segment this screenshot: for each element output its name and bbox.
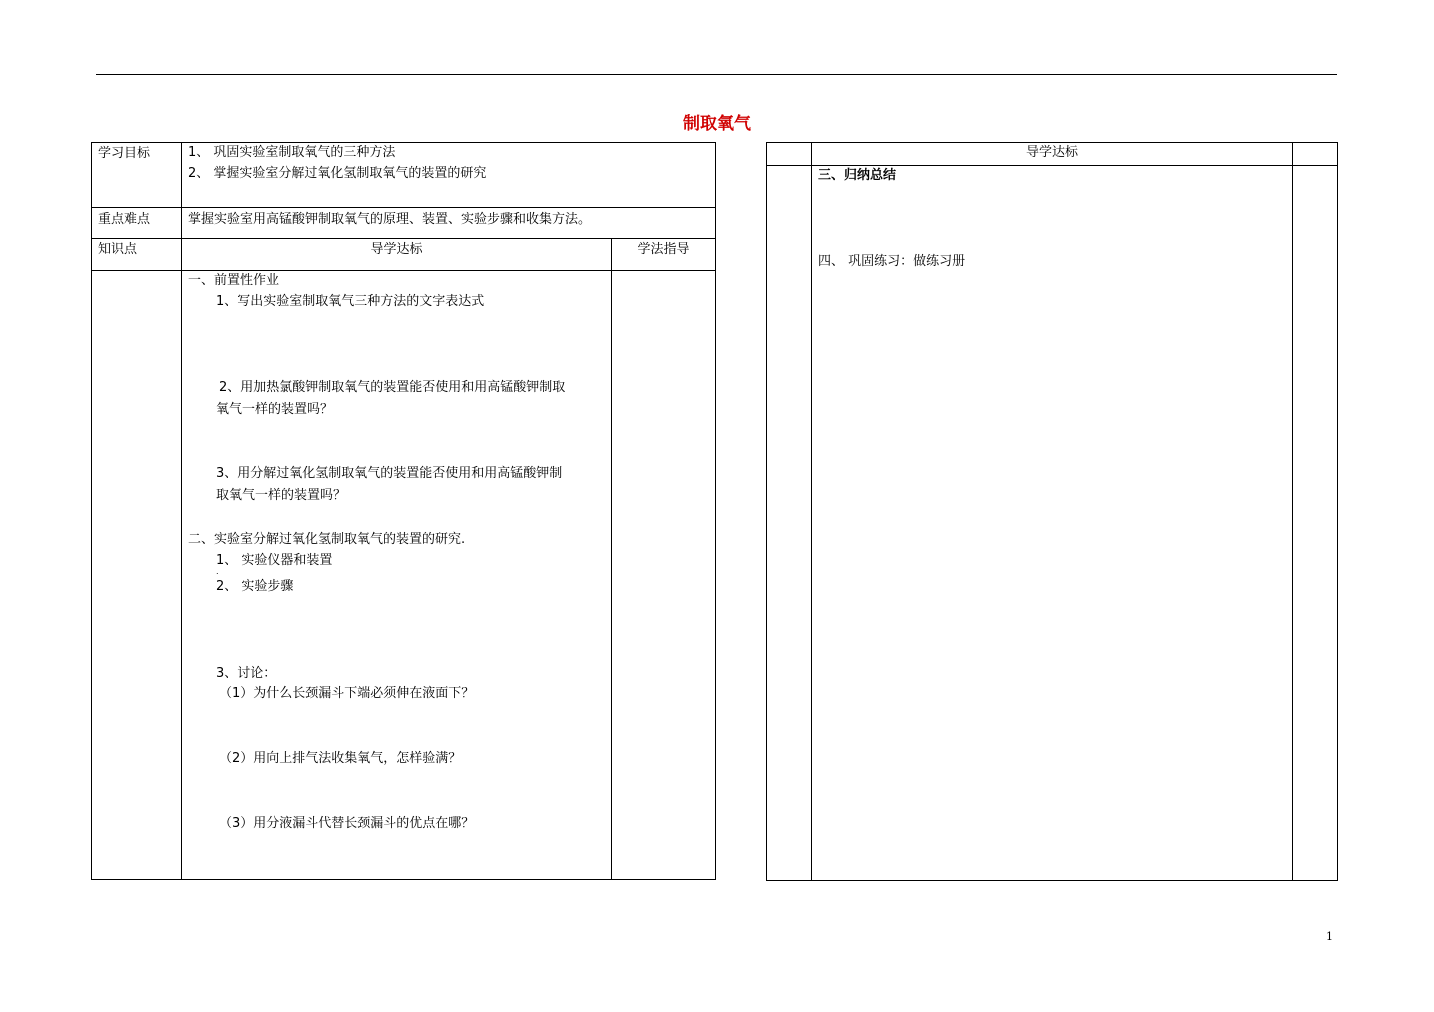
knowledge-header: 知识点 [92, 239, 182, 271]
section-4-heading: 四、 巩固练习：做练习册 [818, 254, 966, 269]
goal-label: 学习目标 [92, 143, 182, 208]
discussion-q3: （3）用分液漏斗代替长颈漏斗的优点在哪？ [219, 816, 475, 831]
question-2-line-1: 2、用加热氯酸钾制取氧气的装置能否使用和用高锰酸钾制取 [219, 380, 566, 395]
key-text: 掌握实验室用高锰酸钾制取氧气的原理、装置、实验步骤和收集方法。 [182, 208, 716, 239]
right-blank-right [1293, 166, 1338, 881]
question-1: 1、写出实验室制取氧气三种方法的文字表达式 [216, 294, 485, 309]
knowledge-cell [92, 271, 182, 880]
method-header: 学法指导 [612, 239, 716, 271]
item-steps: 2、 实验步骤 [216, 579, 294, 594]
page-number: 1 [1326, 930, 1333, 943]
key-label: 重点难点 [92, 208, 182, 239]
page-title: 制取氧气 [683, 114, 751, 134]
method-cell [612, 271, 716, 880]
question-3-line-1: 3、用分解过氧化氢制取氧气的装置能否使用和用高锰酸钾制 [216, 466, 563, 481]
question-2-line-2: 氧气一样的装置吗？ [216, 402, 334, 417]
goal-cell [182, 143, 716, 208]
section-2-heading: 二、实验室分解过氧化氢制取氧气的装置的研究. [188, 532, 466, 547]
stray-dot: . [216, 567, 219, 576]
right-guide-header: 导学达标 [812, 143, 1293, 166]
discussion-q2: （2）用向上排气法收集氧气，怎样验满？ [219, 751, 462, 766]
item-apparatus: 1、 实验仪器和装置 [216, 553, 333, 568]
right-blank-left [767, 166, 812, 881]
right-blank-header-left [767, 143, 812, 166]
item-discussion: 3、讨论： [216, 666, 277, 681]
goal-item-1: 1、 巩固实验室制取氧气的三种方法 [188, 145, 396, 160]
right-blank-header-right [1293, 143, 1338, 166]
question-3-line-2: 取氧气一样的装置吗？ [216, 488, 347, 503]
left-worksheet-table [91, 142, 716, 880]
right-worksheet-table [766, 142, 1338, 881]
guide-header: 导学达标 [182, 239, 612, 271]
goal-item-2: 2、 掌握实验室分解过氧化氢制取氧气的装置的研究 [188, 166, 487, 181]
guide-content-cell [182, 271, 612, 880]
section-3-heading: 三、归纳总结 [818, 168, 897, 183]
discussion-q1: （1）为什么长颈漏斗下端必须伸在液面下？ [219, 686, 475, 701]
header-rule [96, 74, 1337, 75]
section-1-heading: 一、前置性作业 [188, 273, 280, 288]
right-content-cell [812, 166, 1293, 881]
